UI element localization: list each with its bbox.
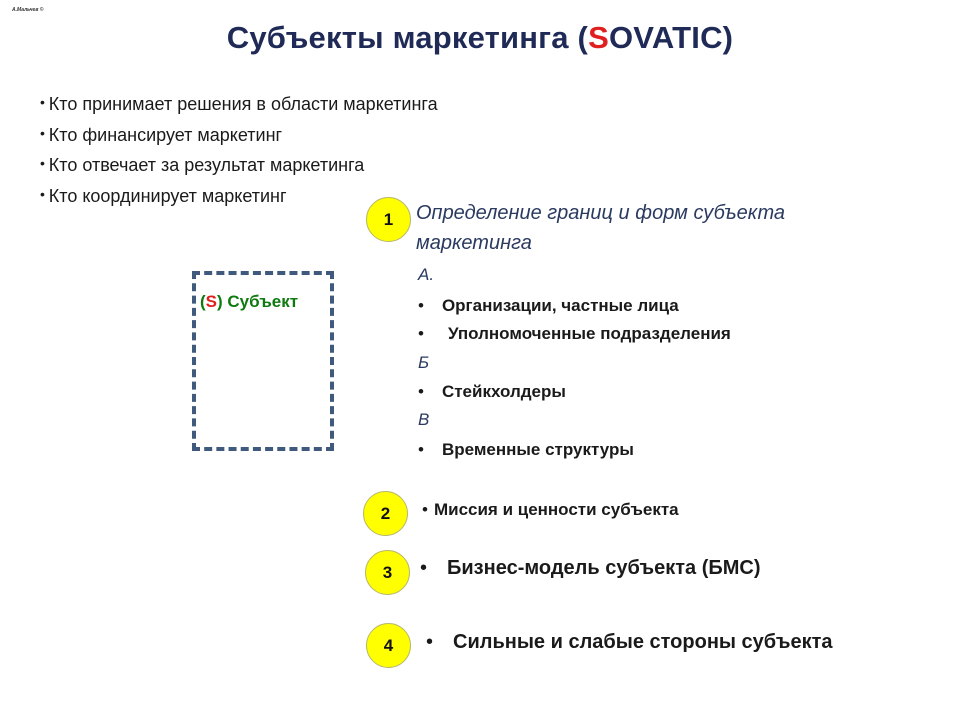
subject-label-open: ( — [200, 292, 206, 311]
step-2-item — [422, 500, 679, 520]
group-b-item — [418, 382, 566, 402]
subject-label-close: ) Субъект — [217, 292, 299, 311]
group-a-item — [418, 324, 731, 344]
group-b-label: Б — [418, 353, 430, 372]
subject-label — [200, 292, 298, 312]
bullet-dot: • — [420, 557, 428, 579]
step-3-item — [420, 557, 761, 580]
title-prefix: Субъекты маркетинга ( — [226, 20, 589, 55]
group-c-item — [418, 440, 634, 460]
group-a-item — [418, 296, 679, 316]
bullet-dot: • — [426, 631, 434, 653]
step-3-text: Бизнес-модель субъекта (БМС) — [447, 557, 761, 579]
group-c-label: В — [418, 410, 430, 429]
step-1-heading: Определение границ и форм субъекта маркетинга — [416, 202, 786, 254]
step-4-badge: 4 — [366, 623, 411, 668]
step-2-badge: 2 — [363, 491, 408, 536]
page-title — [0, 20, 960, 56]
bullet-dot: • — [418, 324, 424, 343]
question-item: • Кто отвечает за результат маркетинга — [40, 149, 438, 180]
title-suffix: OVATIC) — [608, 20, 734, 55]
step-1-badge: 1 — [366, 197, 411, 242]
step-4-item — [426, 631, 833, 654]
question-item: • Кто финансирует маркетинг — [40, 119, 438, 150]
questions-list — [40, 88, 438, 210]
bullet-dot: • — [418, 440, 424, 459]
title-accent-letter: S — [588, 20, 609, 55]
group-a-item-text: Уполномоченные подразделения — [447, 324, 731, 343]
step-4-text: Сильные и слабые стороны субъекта — [453, 631, 833, 653]
group-c-item-text: Временные структуры — [441, 440, 634, 459]
subject-label-letter: S — [205, 292, 218, 311]
bullet-dot: • — [418, 382, 424, 401]
step-3-badge: 3 — [365, 550, 410, 595]
step-2-text: Миссия и ценности субъекта — [433, 500, 679, 519]
group-a-label: А. — [418, 265, 435, 284]
group-a-item-text: Организации, частные лица — [441, 296, 679, 315]
bullet-dot: • — [418, 296, 424, 315]
question-item: • Кто координирует маркетинг — [40, 180, 438, 211]
bullet-dot: • — [422, 500, 428, 519]
question-item: • Кто принимает решения в области маркетинга — [40, 88, 438, 119]
group-b-item-text: Стейкхолдеры — [441, 382, 566, 401]
author-credit: А.Мальчев © — [12, 7, 44, 13]
